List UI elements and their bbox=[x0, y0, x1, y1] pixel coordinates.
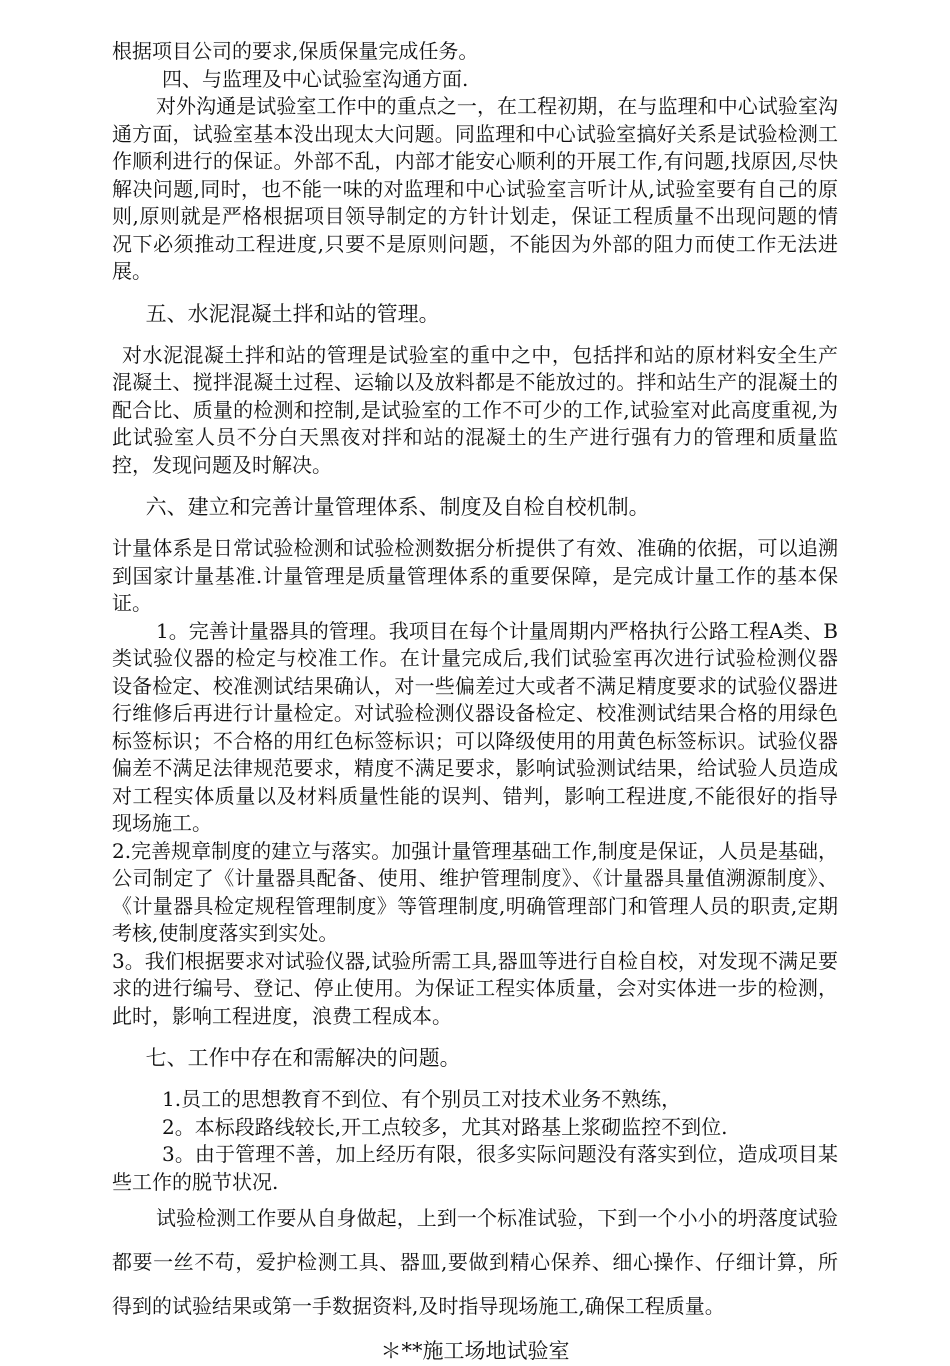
paragraph-section-4: 对外沟通是试验室工作中的重点之一，在工程初期，在与监理和中心试验室沟通方面，试验室基本没出现太大问题。同监理和中心试验室搞好关系是试验检测工作顺利进行的保证。外部不乱，内部才能安心顺利的开展工作,有问题,找原因,尽快解决问题,同时，也不能一味的对监理和中心试验室言听计从,试验室要有自己的原则,原则就是严格根据项目领导制定的方针计划走，保证工程质量不出现问题的情况下必须推动工程进度,只要不是原则问题，不能因为外部的阻力而使工作无法进展。 bbox=[112, 94, 838, 283]
paragraph-section-5: 对水泥混凝土拌和站的管理是试验室的重中之中，包括拌和站的原材料安全生产混凝土、搅拌混凝土过程、运输以及放料都是不能放过的。拌和站生产的混凝土的配合比、质量的检测和控制,是试验室的工作不可少的工作,试验室对此高度重视,为此试验室人员不分白天黑夜对拌和站的混凝土的生产进行强有力的管理和质量监控，发现问题及时解决。 bbox=[112, 342, 838, 477]
signature-line: ＊**施工场地试验室 bbox=[380, 1339, 570, 1363]
heading-section-6: 六、建立和完善计量管理体系、制度及自检自校机制。 bbox=[145, 495, 650, 519]
heading-section-5: 五、水泥混凝土拌和站的管理。 bbox=[145, 301, 440, 326]
heading-section-7: 七、工作中存在和需解决的问题。 bbox=[145, 1046, 461, 1070]
paragraph-intro: 根据项目公司的要求,保质保量完成任务。 bbox=[112, 39, 479, 63]
paragraph-section-6-item-2: 2.完善规章制度的建立与落实。加强计量管理基础工作,制度是保证，人员是基础，公司制定了《计量器具配备、使用、维护管理制度》、《计量器具量值溯源制度》、《计量器具检定规程管理制度》等管理制度,明确管理部门和管理人员的职责,定期考核,使制度落实到实处。 bbox=[112, 838, 838, 945]
paragraph-conclusion: 试验检测工作要从自身做起，上到一个标准试验，下到一个小小的坍落度试验都要一丝不苟，爱护检测工具、器皿,要做到精心保养、细心操作、仔细计算，所得到的试验结果或第一手数据资料,及时指导现场施工,确保工程质量。 bbox=[112, 1206, 838, 1318]
paragraph-section-6-intro: 计量体系是日常试验检测和试验检测数据分析提供了有效、准确的依据，可以追溯到国家计量基准.计量管理是质量管理体系的重要保障，是完成计量工作的基本保证。 bbox=[112, 536, 838, 615]
paragraph-section-6-item-3: 3。我们根据要求对试验仪器,试验所需工具,器皿等进行自检自校，对发现不满足要求的进行编号、登记、停止使用。为保证工程实体质量，会对实体进一步的检测，此时，影响工程进度，浪费工程成本。 bbox=[112, 948, 838, 1028]
paragraph-section-7-item-2: 2。本标段路线较长,开工点较多，尤其对路基上浆砌监控不到位. bbox=[162, 1114, 728, 1139]
paragraph-section-7-item-3: 3。由于管理不善，加上经历有限，很多实际问题没有落实到位，造成项目某些工作的脱节状况. bbox=[112, 1142, 838, 1194]
paragraph-section-7-item-1: 1.员工的思想教育不到位、有个别员工对技术业务不熟练， bbox=[162, 1087, 682, 1111]
paragraph-section-6-item-1: 1。完善计量器具的管理。我项目在每个计量周期内严格执行公路工程A类、B类试验仪器的检定与校准工作。在计量完成后,我们试验室再次进行试验检测仪器设备检定、校准测试结果确认，对一些偏差过大或者不满足精度要求的试验仪器进行维修后再进行计量检定。对试验检测仪器设备检定、校准测试结果合格的用绿色标签标识；不合格的用红色标签标识；可以降级使用的用黄色标签标识。试验仪器偏差不满足法律规范要求，精度不满足要求，影响试验测试结果，给试验人员造成对工程实体质量以及材料质量性能的误判、错判，影响工程进度,不能很好的指导现场施工。 bbox=[112, 618, 838, 835]
heading-section-4: 四、与监理及中心试验室沟通方面. bbox=[162, 66, 469, 91]
